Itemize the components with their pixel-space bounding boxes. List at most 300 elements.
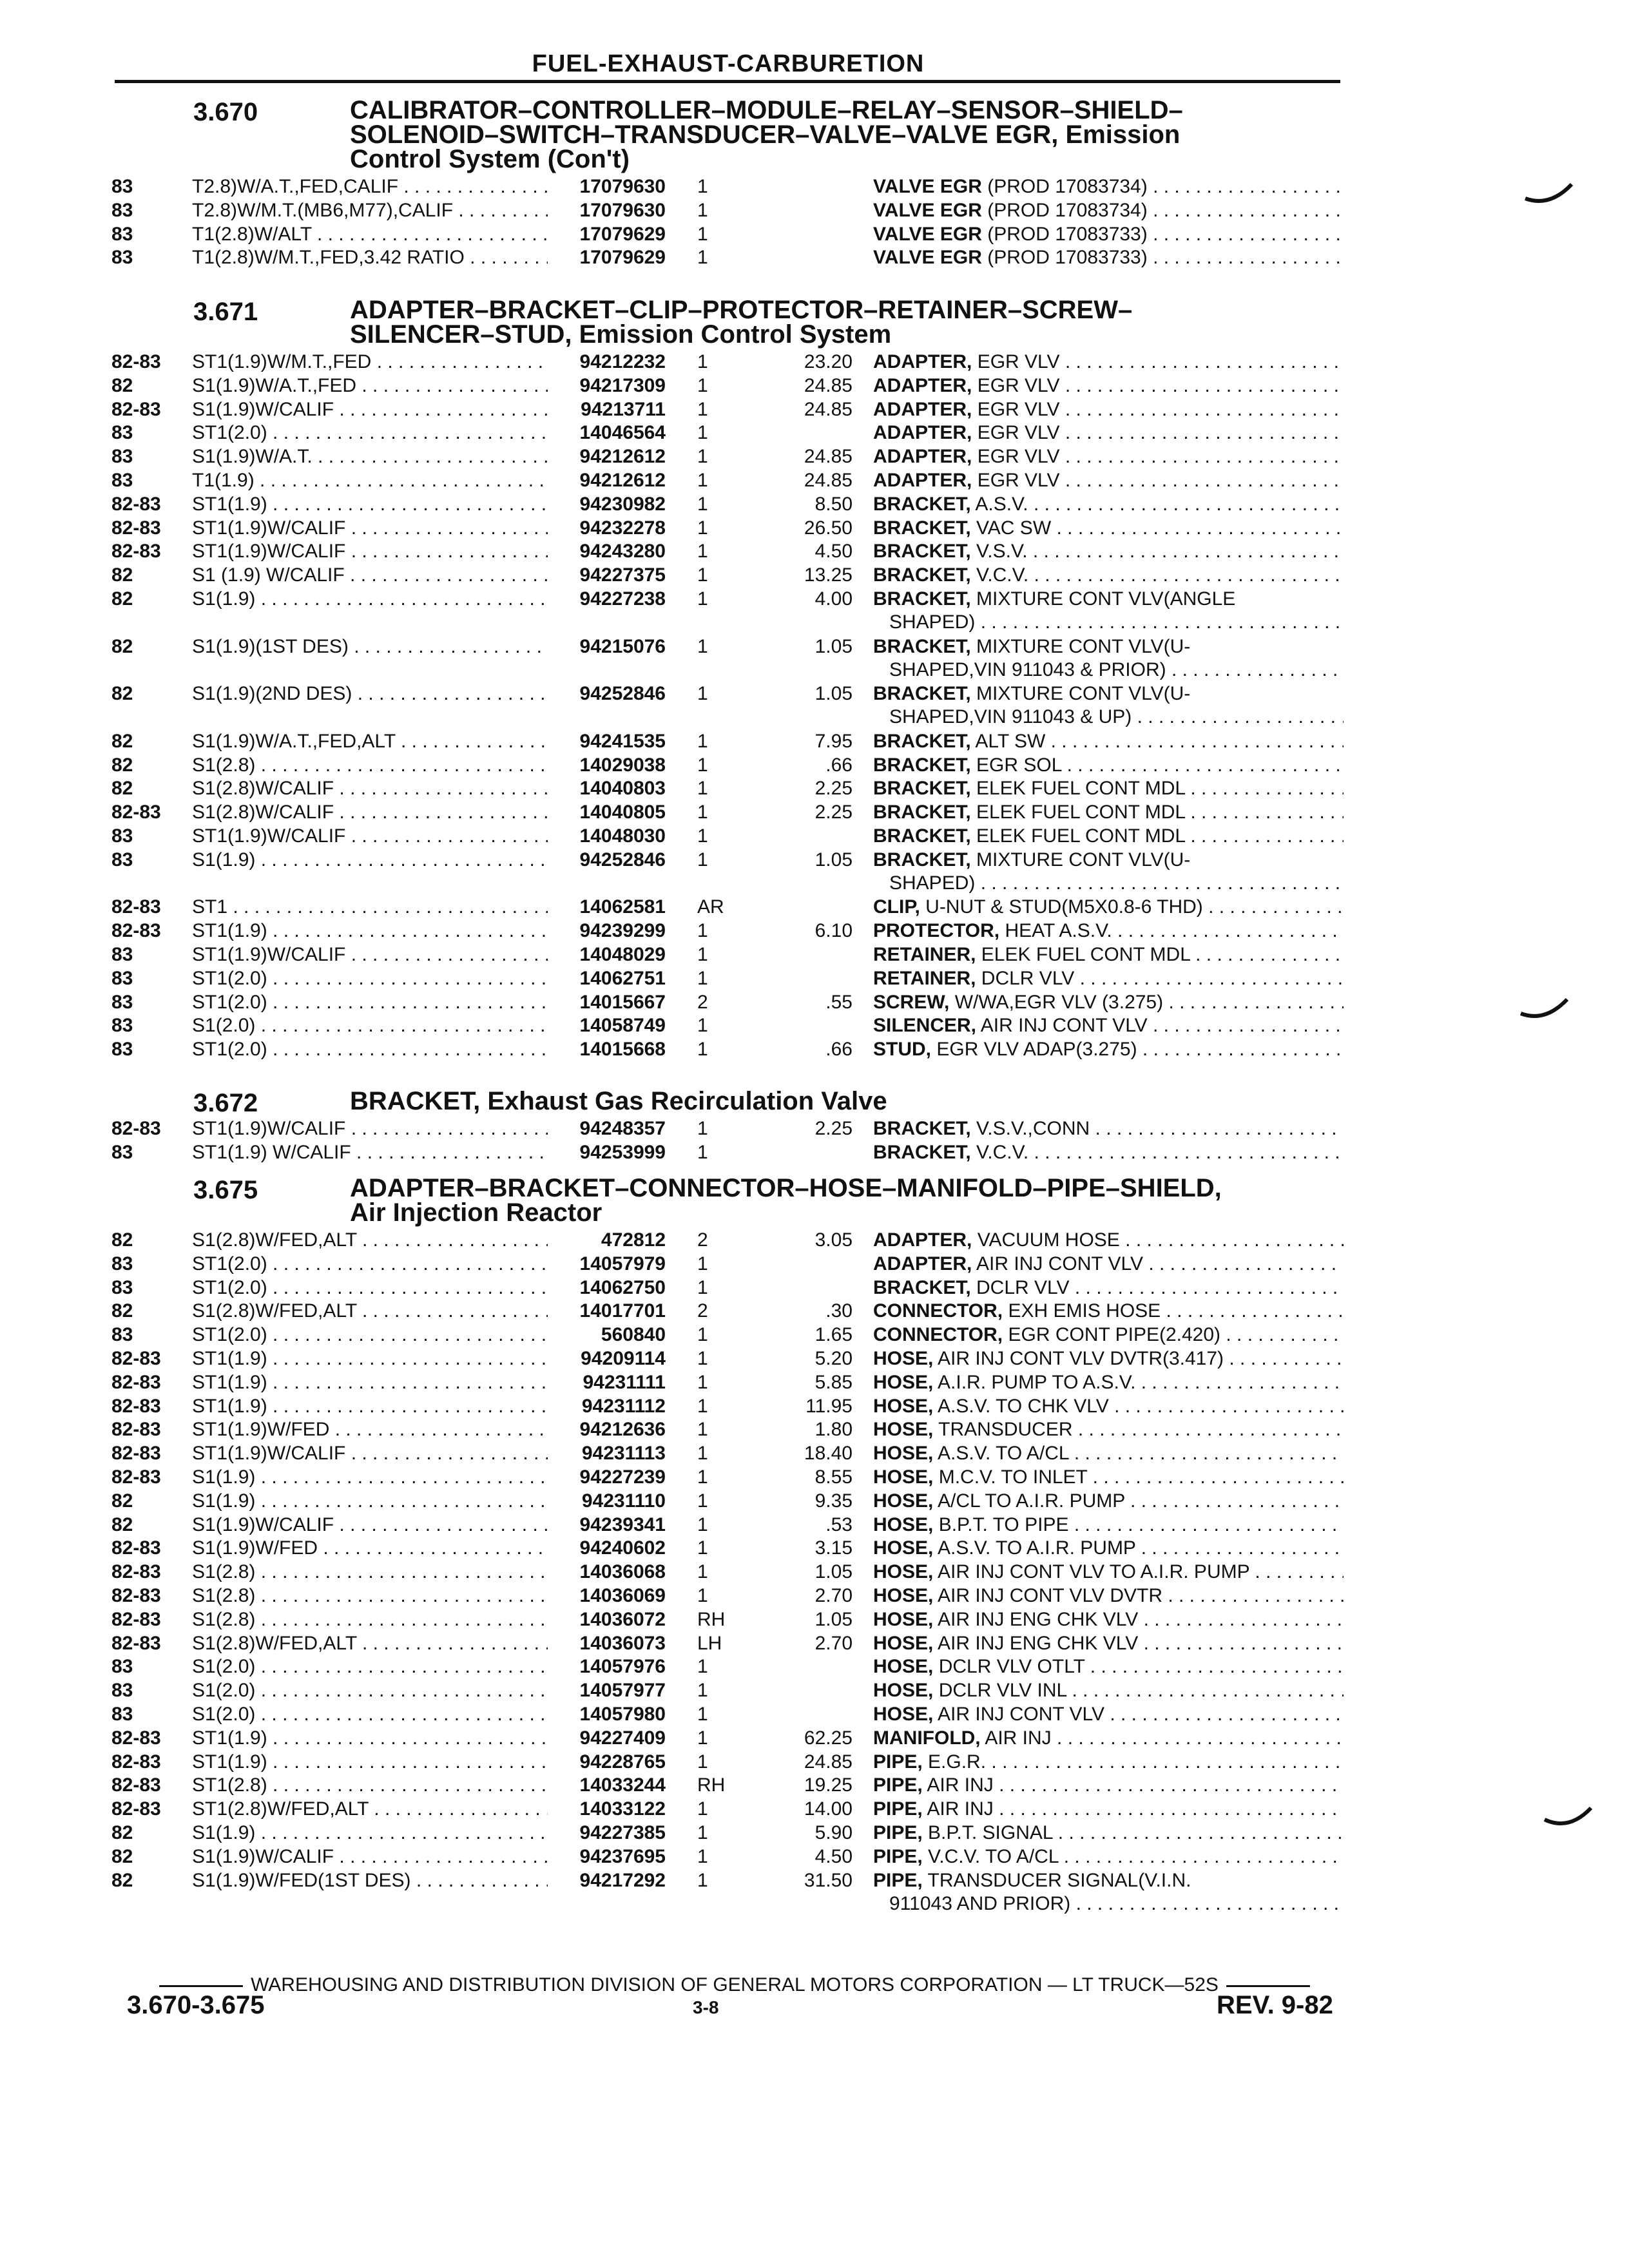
model-year: 82-83	[111, 1118, 161, 1139]
part-detail: (PROD 17083733) . . .	[987, 247, 1344, 268]
model-year: 82-83	[111, 493, 161, 515]
part-number: 94213711	[581, 398, 666, 420]
part-number: 94239341	[579, 1514, 666, 1535]
part-description	[873, 1751, 1344, 1774]
part-name: BRACKET,	[873, 517, 971, 539]
part-description	[873, 1442, 1344, 1465]
quantity: 1	[697, 1751, 708, 1773]
part-description	[873, 825, 1344, 848]
part-detail: TRANSDUCER SIGNAL(V.I.N.	[927, 1869, 1191, 1891]
part-name: VALVE EGR	[873, 247, 982, 269]
quantity: 1	[697, 683, 708, 705]
model-year: 83	[111, 944, 133, 965]
price: 4.50	[815, 1845, 853, 1867]
part-detail: A.S.V. TO A/CL . . .	[938, 1443, 1344, 1464]
model-year: 83	[111, 849, 133, 870]
part-number: 94228765	[579, 1751, 666, 1773]
part-number: 94212636	[579, 1419, 666, 1441]
quantity: 1	[697, 1419, 708, 1441]
application: S1(1.9)(2ND DES) . . .	[192, 682, 548, 706]
part-name: PIPE,	[873, 1845, 923, 1867]
quantity: 1	[697, 1395, 708, 1417]
footer-rule-right	[1226, 1985, 1310, 1987]
application: S1(2.8)W/FED,ALT . . .	[192, 1632, 548, 1655]
quantity: 1	[697, 223, 708, 245]
part-number: 14033244	[579, 1774, 666, 1796]
application: S1(1.9)W/CALIF . . .	[192, 398, 548, 421]
quantity: 1	[697, 1514, 708, 1535]
part-description	[873, 1537, 1344, 1560]
part-detail: AIR INJ ENG CHK VLV . . .	[938, 1609, 1344, 1630]
section-number: 3.671	[193, 298, 258, 326]
part-description	[873, 540, 1344, 563]
part-detail: EGR SOL . . .	[976, 754, 1344, 776]
part-description	[873, 1655, 1344, 1678]
quantity: 1	[697, 1276, 708, 1298]
application: ST1(1.9) . . .	[192, 493, 548, 516]
part-detail: ELEK FUEL CONT MDL . . .	[981, 944, 1344, 965]
part-description	[873, 1229, 1344, 1252]
price: 3.15	[815, 1537, 853, 1559]
section-title	[350, 98, 1355, 171]
part-number: 14036069	[579, 1585, 666, 1606]
model-year: 83	[111, 470, 133, 491]
quantity: 1	[697, 825, 708, 847]
section-title-line: Control System (Con't)	[350, 145, 630, 173]
part-description	[873, 398, 1344, 421]
part-detail: AIR INJ CONT VLV . . .	[976, 1253, 1344, 1274]
section-title	[350, 1089, 1355, 1113]
quantity: 1	[697, 1869, 708, 1891]
part-name: PIPE,	[873, 1869, 923, 1891]
quantity: 1	[697, 1466, 708, 1488]
section-number: 3.672	[193, 1089, 258, 1117]
quantity: 1	[697, 1798, 708, 1820]
header-rule	[115, 80, 1340, 83]
model-year: 82-83	[111, 1348, 161, 1369]
quantity: 1	[697, 944, 708, 965]
model-year: 82	[111, 1514, 133, 1535]
footer-division-text: WAREHOUSING AND DISTRIBUTION DIVISION OF GENERAL MOTORS CORPORATION — LT TRUCK—52S	[251, 1974, 1219, 1995]
price: 1.05	[815, 849, 853, 870]
model-year: 82	[111, 635, 133, 657]
model-year: 83	[111, 422, 133, 444]
part-detail: U-NUT & STUD(M5X0.8-6 THD) . . .	[925, 896, 1344, 918]
part-name: VALVE EGR	[873, 223, 982, 245]
part-detail: E.G.R. . . .	[928, 1751, 1344, 1773]
part-number: 14015667	[579, 991, 666, 1013]
quantity: 1	[697, 1561, 708, 1583]
part-number: 94231110	[581, 1490, 666, 1512]
model-year: 83	[111, 1680, 133, 1702]
application: S1(1.9)W/A.T.,FED . . .	[192, 374, 548, 398]
price: 1.05	[815, 1608, 853, 1630]
part-detail: DCLR VLV OTLT . . .	[939, 1656, 1344, 1677]
model-year: 82-83	[111, 1632, 161, 1654]
model-year: 82	[111, 683, 133, 705]
model-year: 82-83	[111, 1561, 161, 1583]
part-detail-continued: SHAPED,VIN 911043 & PRIOR) . . .	[889, 658, 1344, 682]
part-description	[873, 1371, 1344, 1394]
part-description	[873, 1703, 1344, 1726]
part-number: 14057976	[579, 1656, 666, 1678]
footer-page-number: 3-8	[693, 1997, 719, 2017]
part-number: 14015668	[579, 1039, 666, 1061]
part-detail: V.C.V. . . .	[976, 564, 1344, 586]
quantity: 1	[697, 1680, 708, 1702]
model-year: 83	[111, 1253, 133, 1274]
part-description	[873, 1323, 1344, 1347]
quantity: 1	[697, 1845, 708, 1867]
quantity: 1	[697, 730, 708, 752]
part-number: 14062581	[579, 896, 666, 918]
part-name: ADAPTER,	[873, 422, 972, 444]
margin-check-mark	[1524, 180, 1576, 206]
part-name: VALVE EGR	[873, 176, 982, 197]
application: ST1(2.0) . . .	[192, 1276, 548, 1300]
price: 11.95	[805, 1395, 853, 1417]
part-detail: MIXTURE CONT VLV(U-	[976, 849, 1191, 870]
model-year: 82	[111, 588, 133, 610]
model-year: 83	[111, 446, 133, 468]
application: S1(1.9)W/CALIF . . .	[192, 1845, 548, 1869]
footer-revision: REV. 9-82	[1217, 1991, 1333, 2019]
part-detail: EGR VLV . . .	[978, 399, 1344, 420]
application: S1(2.8) . . .	[192, 754, 548, 777]
part-description	[873, 1347, 1344, 1370]
price: 13.25	[804, 564, 853, 586]
part-number: 94227409	[579, 1727, 666, 1749]
quantity: 1	[697, 1656, 708, 1678]
model-year: 82-83	[111, 802, 161, 823]
part-description	[873, 1774, 1344, 1797]
part-name: PROTECTOR,	[873, 920, 1000, 942]
part-description	[873, 1845, 1344, 1869]
part-detail: ELEK FUEL CONT MDL . . .	[976, 802, 1344, 823]
model-year: 82-83	[111, 1443, 161, 1465]
part-number: 14057977	[579, 1680, 666, 1702]
part-number: 14058749	[579, 1015, 666, 1037]
part-description	[873, 223, 1344, 246]
model-year: 83	[111, 199, 133, 221]
part-name: CONNECTOR,	[873, 1324, 1003, 1346]
price: 19.25	[804, 1774, 853, 1796]
quantity: 1	[697, 1822, 708, 1843]
part-number: 17079629	[579, 247, 666, 269]
part-name: BRACKET,	[873, 730, 971, 752]
quantity: 1	[697, 967, 708, 989]
part-name: HOSE,	[873, 1371, 934, 1393]
quantity: 2	[697, 991, 708, 1013]
price: 3.05	[815, 1229, 853, 1251]
part-detail: AIR INJ CONT VLV . . .	[981, 1015, 1344, 1036]
quantity: 1	[697, 1537, 708, 1559]
part-detail: AIR INJ . . .	[927, 1798, 1344, 1820]
part-name: MANIFOLD,	[873, 1727, 981, 1749]
price: 8.50	[815, 493, 853, 515]
part-detail: V.S.V. . . .	[976, 541, 1344, 562]
application: ST1(2.8) . . .	[192, 1774, 548, 1797]
part-description	[873, 1821, 1344, 1845]
part-detail: EGR VLV . . .	[978, 351, 1344, 372]
part-name: ADAPTER,	[873, 1253, 972, 1274]
part-name: VALVE EGR	[873, 199, 982, 221]
part-name: HOSE,	[873, 1680, 934, 1702]
price: .55	[825, 991, 853, 1013]
application: S1(2.0) . . .	[192, 1679, 548, 1702]
price: .53	[825, 1514, 853, 1535]
part-description	[873, 445, 1344, 468]
part-description	[873, 635, 1344, 658]
price: .66	[825, 754, 853, 776]
price: 2.70	[815, 1585, 853, 1606]
part-detail: VAC SW . . .	[976, 517, 1344, 539]
model-year: 83	[111, 967, 133, 989]
quantity: 1	[697, 1015, 708, 1037]
part-name: HOSE,	[873, 1443, 934, 1465]
footer-section-range: 3.670-3.675	[127, 1991, 265, 2019]
part-number: 14040805	[579, 802, 666, 823]
application: S1(1.9)W/FED(1ST DES) . . .	[192, 1869, 548, 1892]
part-detail: V.C.V. . . .	[976, 1142, 1344, 1163]
application: ST1(1.9)W/CALIF . . .	[192, 1442, 548, 1465]
part-name: ADAPTER,	[873, 470, 972, 491]
part-detail: A.S.V. TO CHK VLV . . .	[938, 1396, 1344, 1417]
part-description	[873, 1490, 1344, 1513]
model-year: 82	[111, 1300, 133, 1322]
price: 24.85	[804, 398, 853, 420]
model-year: 82-83	[111, 1608, 161, 1630]
part-detail: AIR INJ . . .	[985, 1727, 1344, 1749]
application: ST1(1.9)W/CALIF . . .	[192, 825, 548, 848]
price: 14.00	[804, 1798, 853, 1820]
part-description	[873, 1014, 1344, 1037]
price: 9.35	[815, 1490, 853, 1512]
model-year: 82-83	[111, 398, 161, 420]
part-description	[873, 730, 1344, 753]
application: S1(1.9) . . .	[192, 1490, 548, 1513]
quantity: LH	[697, 1632, 722, 1654]
part-number: 14062750	[579, 1276, 666, 1298]
application: ST1(1.9) . . .	[192, 1727, 548, 1750]
part-number: 14040803	[579, 778, 666, 800]
application: S1(2.8)W/FED,ALT . . .	[192, 1300, 548, 1323]
application: ST1(2.0) . . .	[192, 1323, 548, 1347]
part-description	[873, 754, 1344, 777]
price: 62.25	[804, 1727, 853, 1749]
part-name: HOSE,	[873, 1514, 934, 1535]
part-description	[873, 246, 1344, 269]
price: 1.65	[815, 1324, 853, 1346]
application: S1(1.9)W/FED . . .	[192, 1537, 548, 1560]
part-detail: EGR CONT PIPE(2.420) . . .	[1008, 1324, 1344, 1345]
model-year: 82-83	[111, 1419, 161, 1441]
model-year: 83	[111, 1141, 133, 1163]
part-number: 94209114	[581, 1348, 666, 1369]
price: 26.50	[804, 517, 853, 539]
application: ST1(2.8)W/FED,ALT . . .	[192, 1798, 548, 1821]
part-detail: ALT SW . . .	[975, 731, 1344, 752]
part-description	[873, 919, 1344, 943]
part-number: 94231111	[583, 1371, 666, 1393]
application: S1(1.9)(1ST DES) . . .	[192, 635, 548, 658]
part-detail: VACUUM HOSE . . .	[978, 1229, 1344, 1251]
model-year: 82	[111, 1845, 133, 1867]
part-name: CONNECTOR,	[873, 1300, 1003, 1322]
quantity: 1	[697, 588, 708, 610]
model-year: 82-83	[111, 1774, 161, 1796]
quantity: 1	[697, 374, 708, 396]
part-description	[873, 1514, 1344, 1537]
part-number: 14033122	[579, 1798, 666, 1820]
part-number: 94232278	[579, 517, 666, 539]
part-detail: AIR INJ CONT VLV . . .	[938, 1704, 1344, 1725]
part-description	[873, 967, 1344, 990]
quantity: 1	[697, 517, 708, 539]
quantity: 1	[697, 1704, 708, 1725]
page-title: FUEL-EXHAUST-CARBURETION	[532, 50, 925, 77]
model-year: 82	[111, 374, 133, 396]
model-year: 82	[111, 754, 133, 776]
part-number: 94212612	[579, 446, 666, 468]
part-number: 14057980	[579, 1704, 666, 1725]
application: S1(1.9)W/A.T. . . .	[192, 445, 548, 468]
model-year: 82-83	[111, 1537, 161, 1559]
application: ST1(2.0) . . .	[192, 967, 548, 990]
part-description	[873, 849, 1344, 872]
quantity: 1	[697, 1324, 708, 1346]
model-year: 82	[111, 1490, 133, 1512]
part-detail: EGR VLV . . .	[978, 375, 1344, 396]
part-name: PIPE,	[873, 1822, 923, 1843]
application: S1(1.9) . . .	[192, 1466, 548, 1489]
part-detail: (PROD 17083733) . . .	[987, 224, 1344, 245]
part-detail: (PROD 17083734) . . .	[987, 200, 1344, 221]
part-number: 94253999	[579, 1141, 666, 1163]
part-number: 94240602	[579, 1537, 666, 1559]
application: S1(2.8) . . .	[192, 1584, 548, 1608]
quantity: 1	[697, 398, 708, 420]
part-detail: V.S.V.,CONN . . .	[976, 1118, 1344, 1139]
model-year: 82	[111, 564, 133, 586]
model-year: 82-83	[111, 1727, 161, 1749]
part-name: HOSE,	[873, 1561, 934, 1583]
quantity: 1	[697, 920, 708, 942]
part-number: 14029038	[579, 754, 666, 776]
part-description	[873, 1300, 1344, 1323]
part-name: BRACKET,	[873, 778, 971, 800]
part-detail: ELEK FUEL CONT MDL . . .	[976, 778, 1344, 799]
part-name: ADAPTER,	[873, 374, 972, 396]
application: ST1(1.9) . . .	[192, 1751, 548, 1774]
part-detail: TRANSDUCER . . .	[938, 1419, 1344, 1440]
quantity: 1	[697, 849, 708, 870]
quantity: 2	[697, 1300, 708, 1322]
model-year: 83	[111, 223, 133, 245]
part-number: 14036068	[579, 1561, 666, 1583]
section-title	[350, 298, 1355, 347]
quantity: 1	[697, 778, 708, 800]
part-description	[873, 1869, 1344, 1892]
price: 2.25	[815, 1118, 853, 1139]
model-year: 83	[111, 1704, 133, 1725]
application: ST1 . . .	[192, 896, 548, 919]
quantity: 1	[697, 1585, 708, 1606]
application: S1(1.9) . . .	[192, 849, 548, 872]
section-number: 3.670	[193, 98, 258, 126]
quantity: 1	[697, 1727, 708, 1749]
application: T1(2.8)W/ALT . . .	[192, 223, 548, 246]
part-detail: A/CL TO A.I.R. PUMP . . .	[938, 1490, 1344, 1512]
model-year: 83	[111, 1324, 133, 1346]
application: S1(1.9) . . .	[192, 588, 548, 611]
model-year: 82-83	[111, 517, 161, 539]
application: ST1(1.9)W/FED . . .	[192, 1418, 548, 1441]
part-description	[873, 1038, 1344, 1061]
part-name: PIPE,	[873, 1751, 923, 1773]
part-number: 94215076	[579, 635, 666, 657]
part-number: 14048030	[579, 825, 666, 847]
part-description	[873, 896, 1344, 919]
section-title-line: Air Injection Reactor	[350, 1198, 602, 1227]
part-name: BRACKET,	[873, 588, 971, 610]
part-description	[873, 1395, 1344, 1418]
part-detail-continued: 911043 AND PRIOR) . . .	[889, 1892, 1344, 1916]
part-detail: EXH EMIS HOSE . . .	[1008, 1300, 1344, 1321]
application: T2.8)W/A.T.,FED,CALIF . . .	[192, 175, 548, 198]
application: ST1(1.9) . . .	[192, 919, 548, 943]
section-title-line: SILENCER–STUD, Emission Control System	[350, 320, 892, 349]
application: T1(2.8)W/M.T.,FED,3.42 RATIO . . .	[192, 246, 548, 269]
part-name: BRACKET,	[873, 683, 971, 705]
part-name: PIPE,	[873, 1798, 923, 1820]
part-number: 14017701	[579, 1300, 666, 1322]
part-name: ADAPTER,	[873, 351, 972, 372]
part-name: BRACKET,	[873, 1141, 971, 1163]
part-number: 472812	[601, 1229, 666, 1251]
application: S1(2.0) . . .	[192, 1014, 548, 1037]
part-number: 94239299	[579, 920, 666, 942]
part-name: HOSE,	[873, 1632, 934, 1654]
price: 4.00	[815, 588, 853, 610]
part-name: HOSE,	[873, 1419, 934, 1441]
part-detail: EGR VLV ADAP(3.275) . . .	[936, 1039, 1344, 1060]
quantity: 1	[697, 1118, 708, 1139]
quantity: 2	[697, 1229, 708, 1251]
part-detail: B.P.T. TO PIPE . . .	[939, 1514, 1344, 1535]
price: 1.80	[815, 1419, 853, 1441]
price: 1.05	[815, 683, 853, 705]
part-description	[873, 1561, 1344, 1584]
quantity: 1	[697, 1490, 708, 1512]
model-year: 82-83	[111, 541, 161, 562]
application: ST1(2.0) . . .	[192, 1253, 548, 1276]
application: S1(1.9)W/A.T.,FED,ALT . . .	[192, 730, 548, 753]
price: 31.50	[804, 1869, 853, 1891]
part-name: ADAPTER,	[873, 446, 972, 468]
part-number: 94252846	[579, 849, 666, 870]
part-number: 94241535	[579, 730, 666, 752]
quantity: 1	[697, 1443, 708, 1465]
part-description	[873, 1608, 1344, 1631]
quantity: 1	[697, 1141, 708, 1163]
part-detail: (PROD 17083734) . . .	[987, 176, 1344, 197]
price: 2.70	[815, 1632, 853, 1654]
quantity: 1	[697, 351, 708, 372]
part-name: STUD,	[873, 1039, 931, 1061]
price: 23.20	[804, 351, 853, 372]
quantity: 1	[697, 1039, 708, 1061]
